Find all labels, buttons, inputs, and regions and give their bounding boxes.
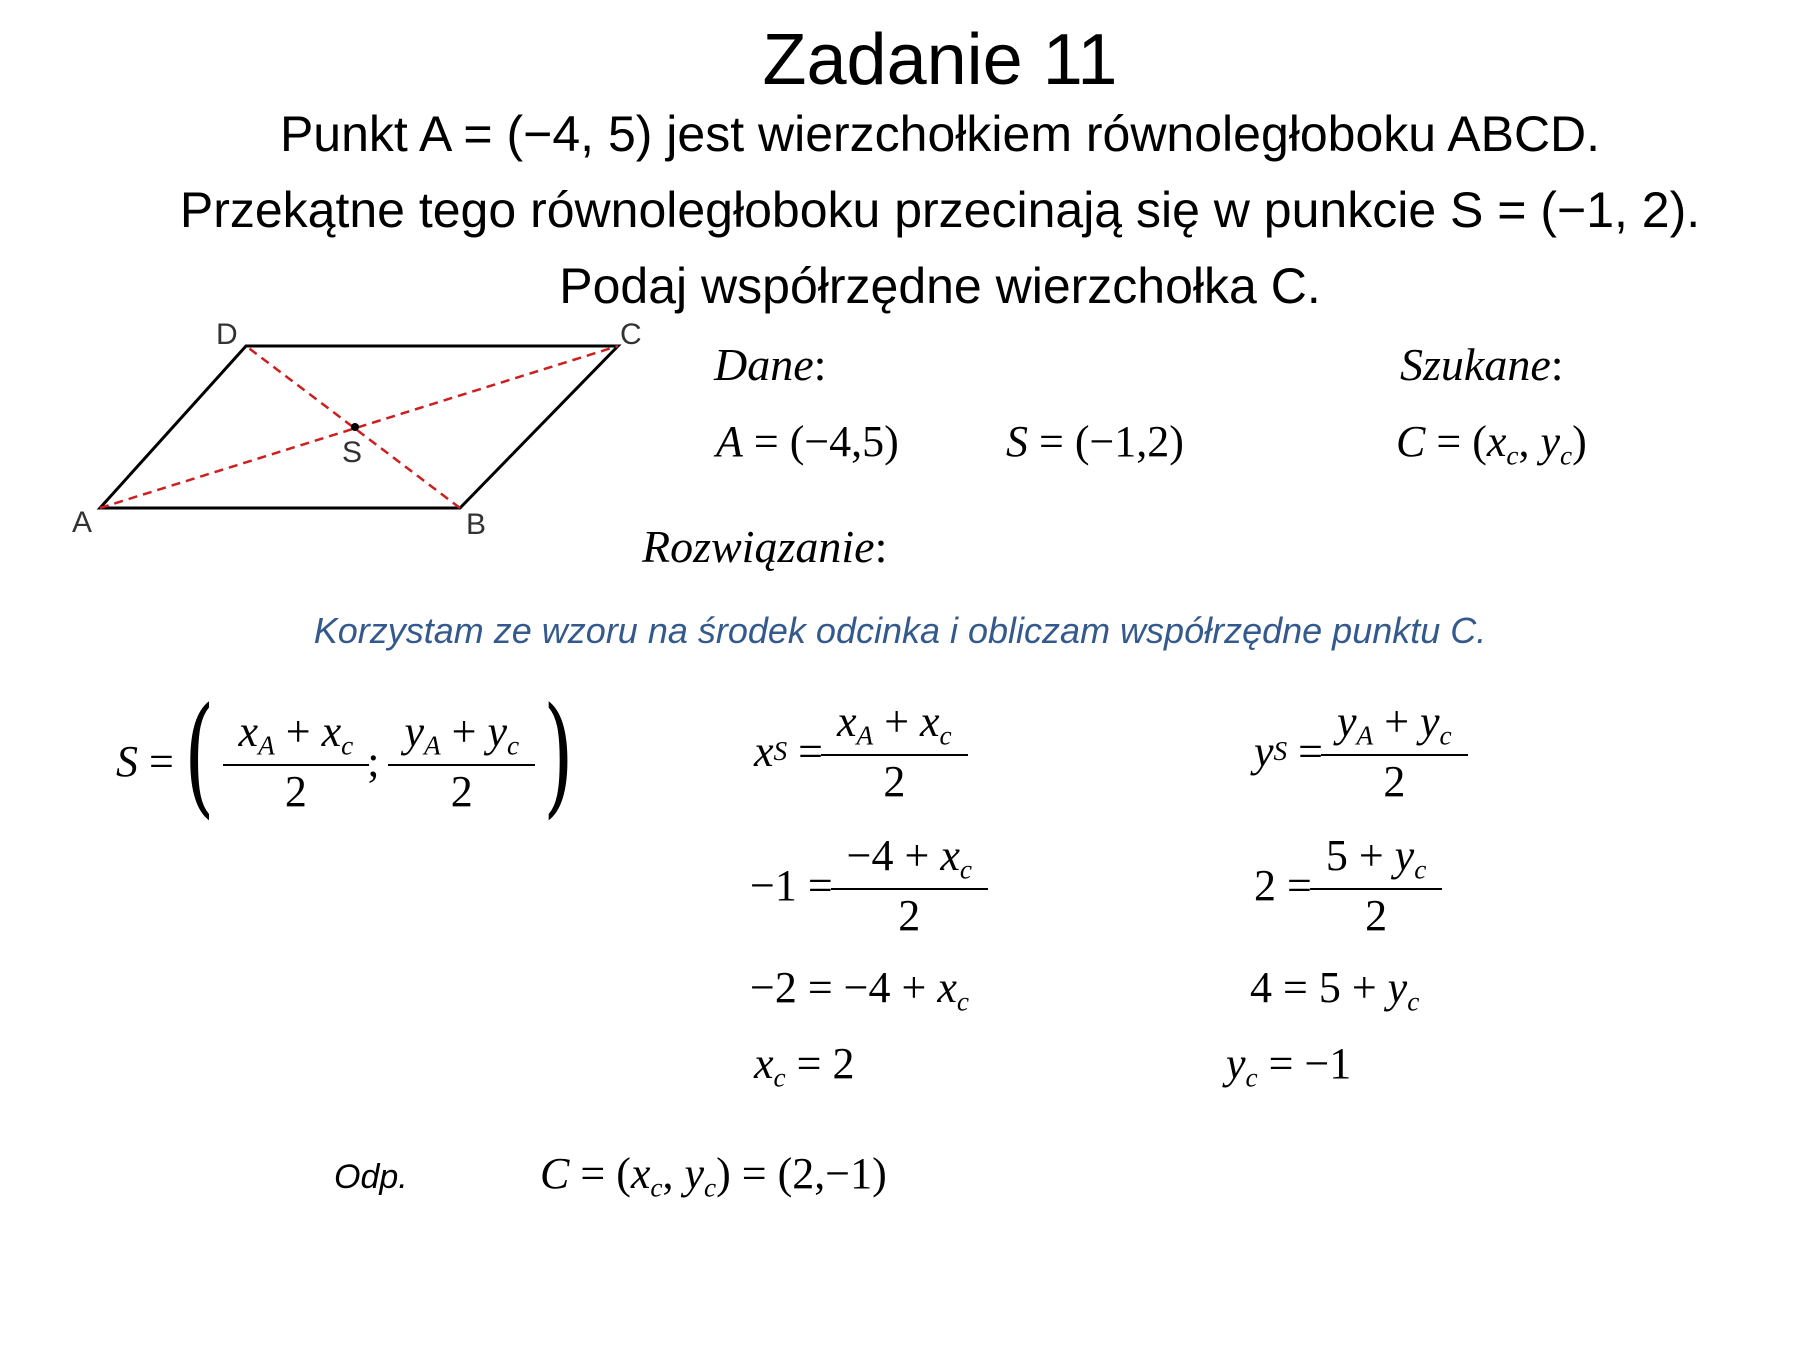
x-step-3: $-2 = -4 + x_c$ (750, 963, 969, 1017)
vertex-label-b: B (466, 508, 487, 541)
task-line-1: Punkt A = (−4, 5) jest wierzchołkiem równoległoboku ABCD. (279, 106, 1601, 162)
parallelogram-figure (68, 322, 648, 542)
y-step-1: y S = $\frac{y_A + y_c}{2}$ (1254, 700, 1466, 804)
sought-point-c: $C = (x_c$, $y_c$) (1396, 417, 1587, 471)
y-result: $y_c = -1$ (1226, 1039, 1352, 1093)
vertex-label-s: S (342, 436, 363, 469)
sought-label: Szukane: (1400, 339, 1564, 390)
given-point-a: A = (−4,5) (716, 417, 899, 466)
given-point-s: S = (−1,2) (1006, 417, 1184, 466)
y-step-2: 2 = $\frac{5 + y_c}{2}$ (1254, 834, 1440, 938)
solution-note: Korzystam ze wzoru na środek odcinka i obliczam współrzędne punktu C. (313, 610, 1487, 651)
task-line-2: Przekątne tego równoległoboku przecinają się w punkcie S = (−1, 2). (179, 182, 1701, 238)
x-step-1: x S = $\frac{x_A + x_c}{2}$ (754, 700, 966, 804)
task-line-3: Podaj współrzędne wierzchołka C. (559, 258, 1321, 314)
given-label: Dane: (714, 339, 827, 390)
midpoint-formula: S = ( $\frac{x_A + x_c}{2}$ ; $\frac{y_A + y_c}{2}$ ) (116, 679, 574, 831)
vertex-label-c: C (620, 322, 642, 351)
point-s (351, 423, 359, 431)
vertex-label-a: A (72, 506, 93, 539)
solution-label: Rozwiązanie: (642, 521, 888, 572)
answer-label: Odp. (334, 1158, 408, 1196)
x-step-2: −1 = $\frac{-4 + x_c}{2}$ (750, 834, 986, 938)
y-step-3: $4 = 5 + y_c$ (1250, 963, 1420, 1017)
page-title: Zadanie 11 (762, 20, 1118, 100)
answer-formula: $C = (x_c$, $y_c) = (2,-1)$ (540, 1149, 887, 1203)
x-result: $x_c = 2$ (754, 1039, 855, 1093)
vertex-label-d: D (216, 322, 238, 351)
